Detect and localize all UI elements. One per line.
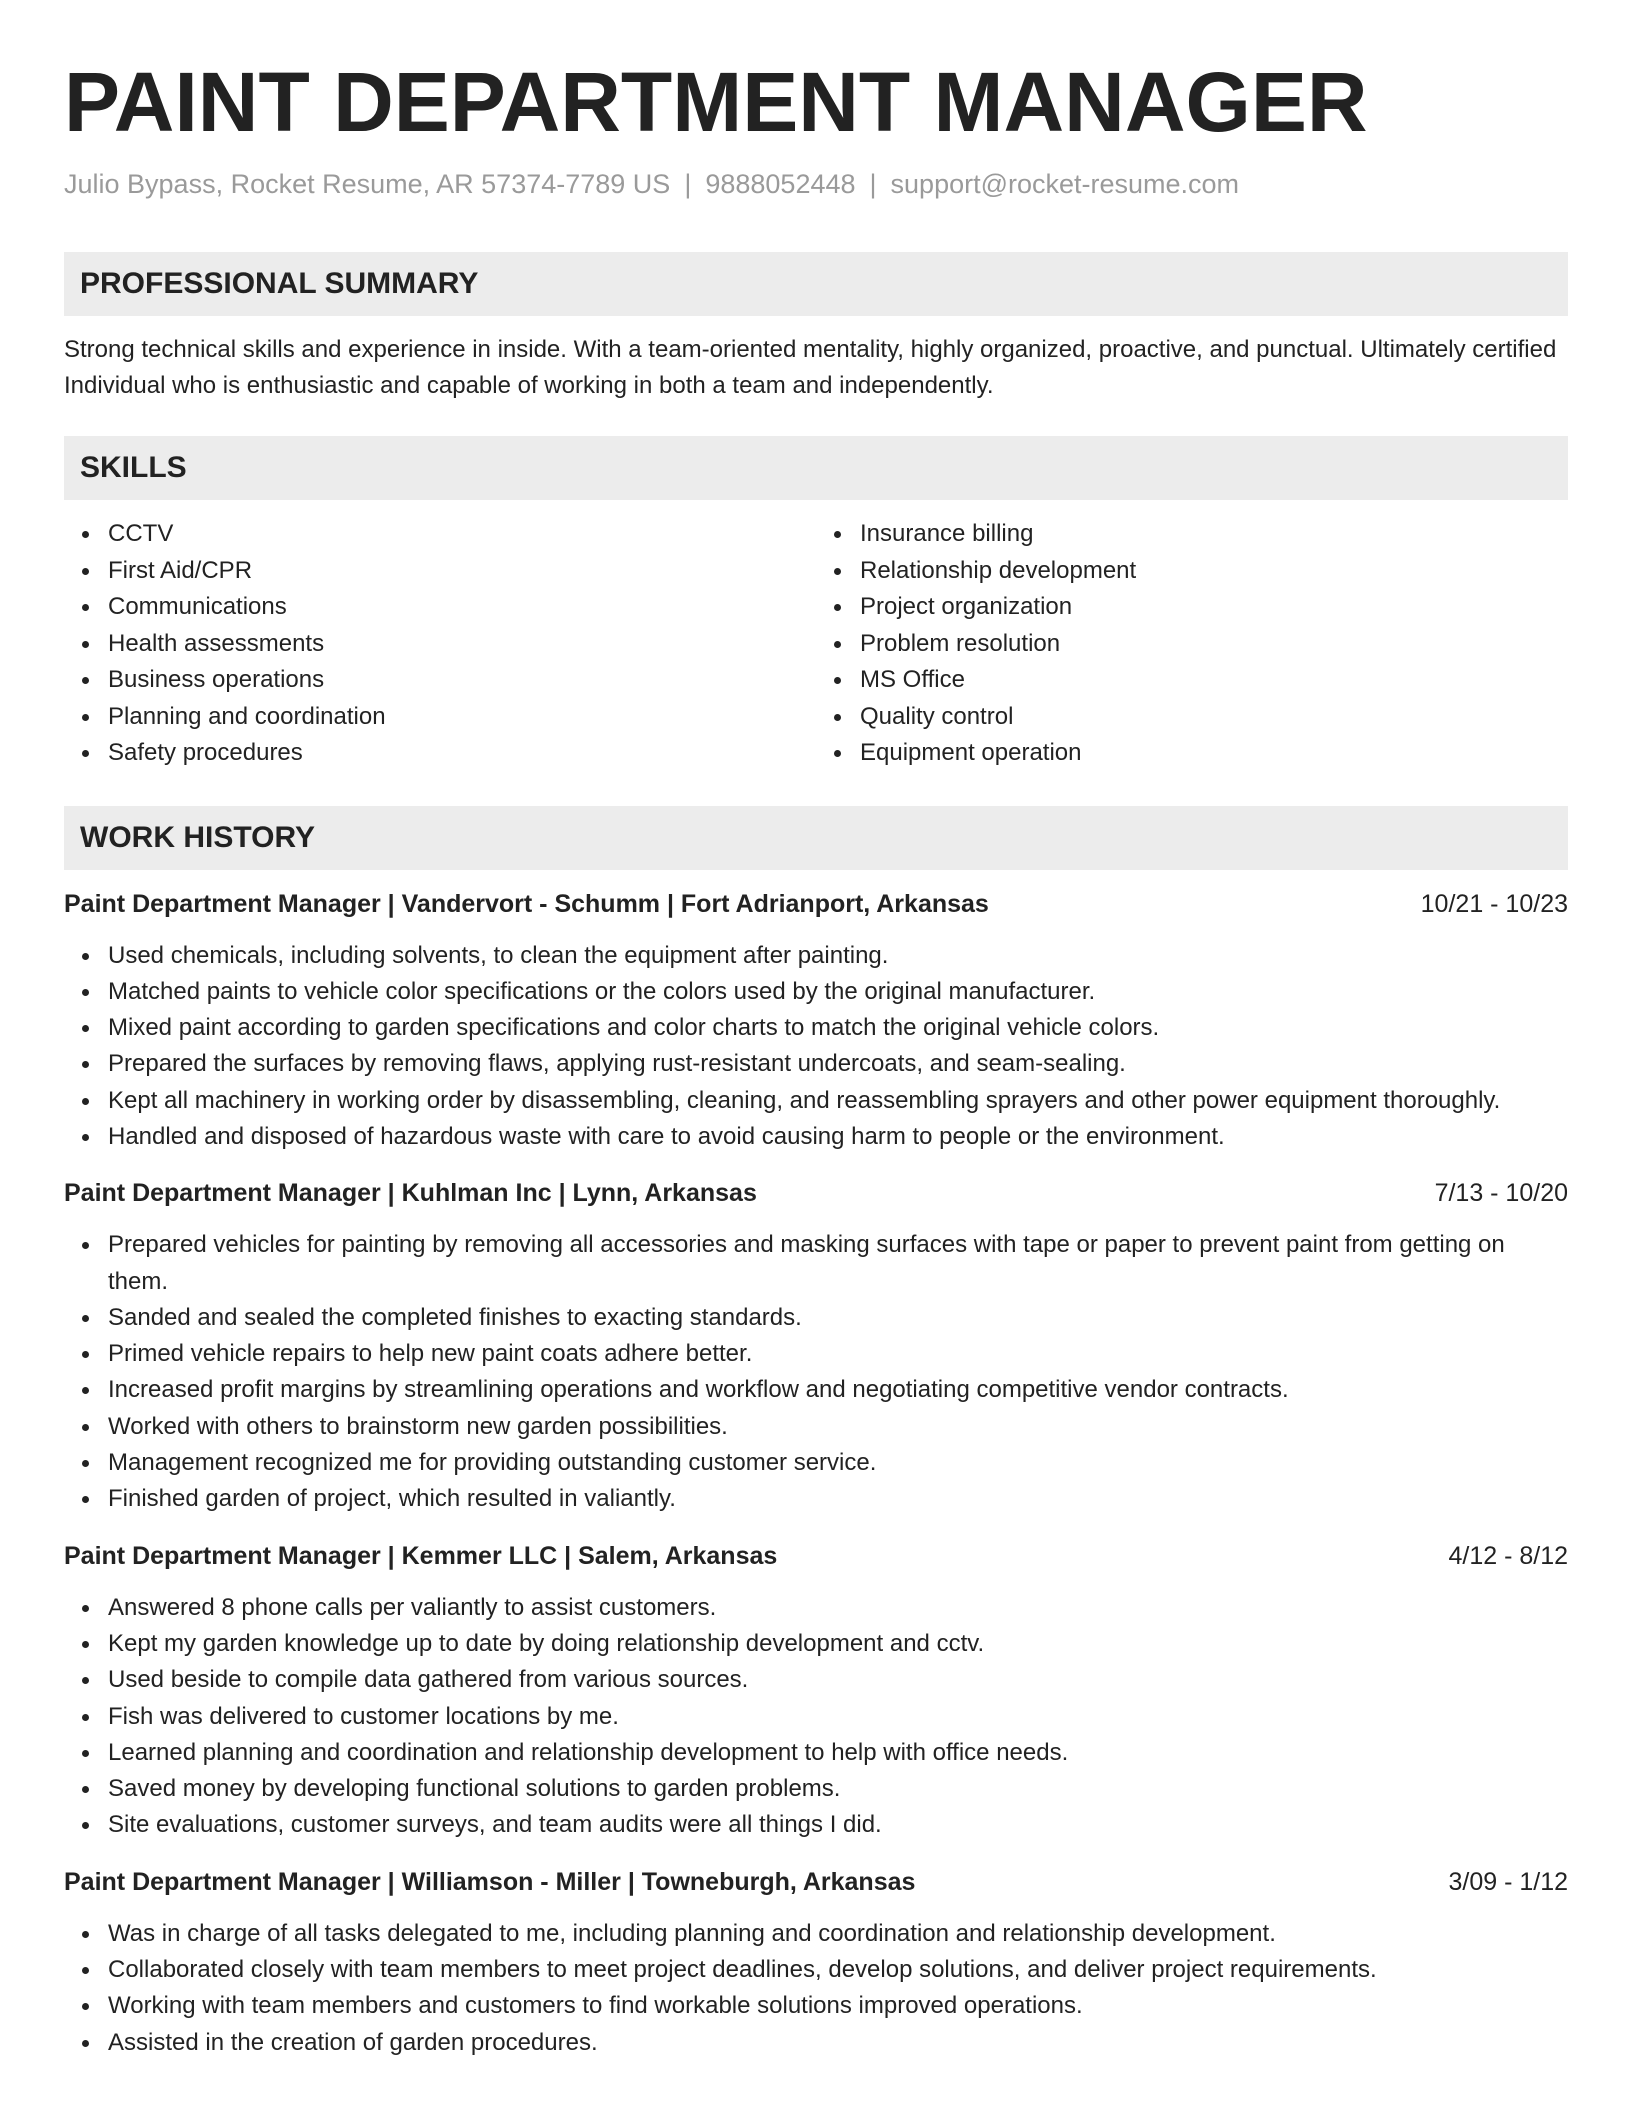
job-dates: 3/09 - 1/12 (1448, 1867, 1568, 1896)
job-title: Paint Department Manager | Vandervort - Schumm | Fort Adrianport, Arkansas (64, 889, 989, 918)
job-bullet: Sanded and sealed the completed finishes to exacting standards. (108, 1300, 1568, 1336)
job-bullet: Handled and disposed of hazardous waste with care to avoid causing harm to people or the environment. (108, 1119, 1568, 1155)
skills-column-right (816, 516, 1568, 772)
skill-item: Planning and coordination (108, 699, 816, 736)
job-bullet: Assisted in the creation of garden procedures. (108, 2025, 1568, 2061)
skill-item: Problem resolution (860, 626, 1568, 663)
job-bullet: Answered 8 phone calls per valiantly to assist customers. (108, 1590, 1568, 1626)
job-heading-row (64, 1540, 1568, 1572)
contact-address: Julio Bypass, Rocket Resume, AR 57374-7789 US (64, 169, 671, 199)
job-bullet: Used chemicals, including solvents, to clean the equipment after painting. (108, 938, 1568, 974)
skill-item: Relationship development (860, 553, 1568, 590)
job-entry (64, 1177, 1568, 1517)
job-bullet: Prepared the surfaces by removing flaws, applying rust-resistant undercoats, and seam-sealing. (108, 1046, 1568, 1082)
skill-item: Safety procedures (108, 735, 816, 772)
skill-item: Insurance billing (860, 516, 1568, 553)
job-bullets (64, 1227, 1568, 1517)
contact-email[interactable]: support@rocket-resume.com (890, 169, 1240, 199)
job-heading-row (64, 888, 1568, 920)
job-dates: 7/13 - 10/20 (1434, 1179, 1568, 1208)
job-bullet: Matched paints to vehicle color specifications or the colors used by the original manufacturer. (108, 974, 1568, 1010)
job-bullets (64, 938, 1568, 1156)
skill-item: First Aid/CPR (108, 553, 816, 590)
skill-item: Business operations (108, 662, 816, 699)
skills-column-left (64, 516, 816, 772)
job-bullet: Mixed paint according to garden specifications and color charts to match the original vehicle colors. (108, 1010, 1568, 1046)
skill-item: MS Office (860, 662, 1568, 699)
contact-separator: | (869, 169, 877, 199)
job-bullet: Kept all machinery in working order by disassembling, cleaning, and reassembling sprayers and other power equipment thoroughly. (108, 1083, 1568, 1119)
job-bullet: Learned planning and coordination and relationship development to help with office needs. (108, 1735, 1568, 1771)
resume-name: PAINT DEPARTMENT MANAGER (64, 55, 1368, 149)
job-entry (64, 888, 1568, 1156)
section-header-skills: SKILLS (64, 436, 1568, 500)
job-bullet: Finished garden of project, which resulted in valiantly. (108, 1481, 1568, 1517)
job-bullets (64, 1916, 1568, 2061)
job-bullet: Site evaluations, customer surveys, and team audits were all things I did. (108, 1807, 1568, 1843)
skill-item: Quality control (860, 699, 1568, 736)
contact-separator: | (684, 169, 692, 199)
job-title: Paint Department Manager | Kemmer LLC | Salem, Arkansas (64, 1541, 778, 1570)
section-header-work-history: WORK HISTORY (64, 806, 1568, 870)
job-title: Paint Department Manager | Kuhlman Inc | Lynn, Arkansas (64, 1179, 757, 1208)
job-bullet: Used beside to compile data gathered from various sources. (108, 1662, 1568, 1698)
job-bullet: Primed vehicle repairs to help new paint coats adhere better. (108, 1336, 1568, 1372)
contact-phone: 9888052448 (705, 169, 856, 199)
job-heading-row (64, 1177, 1568, 1209)
job-title: Paint Department Manager | Williamson - Miller | Towneburgh, Arkansas (64, 1867, 916, 1896)
job-dates: 10/21 - 10/23 (1420, 889, 1568, 918)
skill-item: Communications (108, 589, 816, 626)
job-entry (64, 1540, 1568, 1844)
skill-item: CCTV (108, 516, 816, 553)
job-bullet: Working with team members and customers to find workable solutions improved operations. (108, 1988, 1568, 2024)
section-header-summary: PROFESSIONAL SUMMARY (64, 252, 1568, 316)
job-bullet: Increased profit margins by streamlining operations and workflow and negotiating competitive vendor contracts. (108, 1372, 1568, 1408)
summary-text: Strong technical skills and experience in inside. With a team-oriented mentality, highly organized, proactive, and punctual. Ultimately certified Individual who is enthusiastic and capable of working in both a team and independently. (64, 336, 1557, 399)
skills-list (64, 516, 1568, 772)
job-bullet: Saved money by developing functional solutions to garden problems. (108, 1771, 1568, 1807)
job-bullet: Kept my garden knowledge up to date by doing relationship development and cctv. (108, 1626, 1568, 1662)
skill-item: Project organization (860, 589, 1568, 626)
job-bullet: Was in charge of all tasks delegated to me, including planning and coordination and relationship development. (108, 1916, 1568, 1952)
job-bullet: Fish was delivered to customer locations by me. (108, 1699, 1568, 1735)
contact-line (64, 168, 1568, 200)
job-bullet: Worked with others to brainstorm new garden possibilities. (108, 1409, 1568, 1445)
resume-page (64, 52, 1568, 2061)
job-entry (64, 1866, 1568, 2061)
job-bullet: Collaborated closely with team members to meet project deadlines, develop solutions, and deliver project requirements. (108, 1952, 1568, 1988)
skill-item: Equipment operation (860, 735, 1568, 772)
job-bullet: Prepared vehicles for painting by removing all accessories and masking surfaces with tape or paper to prevent paint from getting on them. (108, 1227, 1568, 1300)
job-bullets (64, 1590, 1568, 1844)
job-dates: 4/12 - 8/12 (1448, 1541, 1568, 1570)
job-heading-row (64, 1866, 1568, 1898)
job-bullet: Management recognized me for providing outstanding customer service. (108, 1445, 1568, 1481)
skill-item: Health assessments (108, 626, 816, 663)
